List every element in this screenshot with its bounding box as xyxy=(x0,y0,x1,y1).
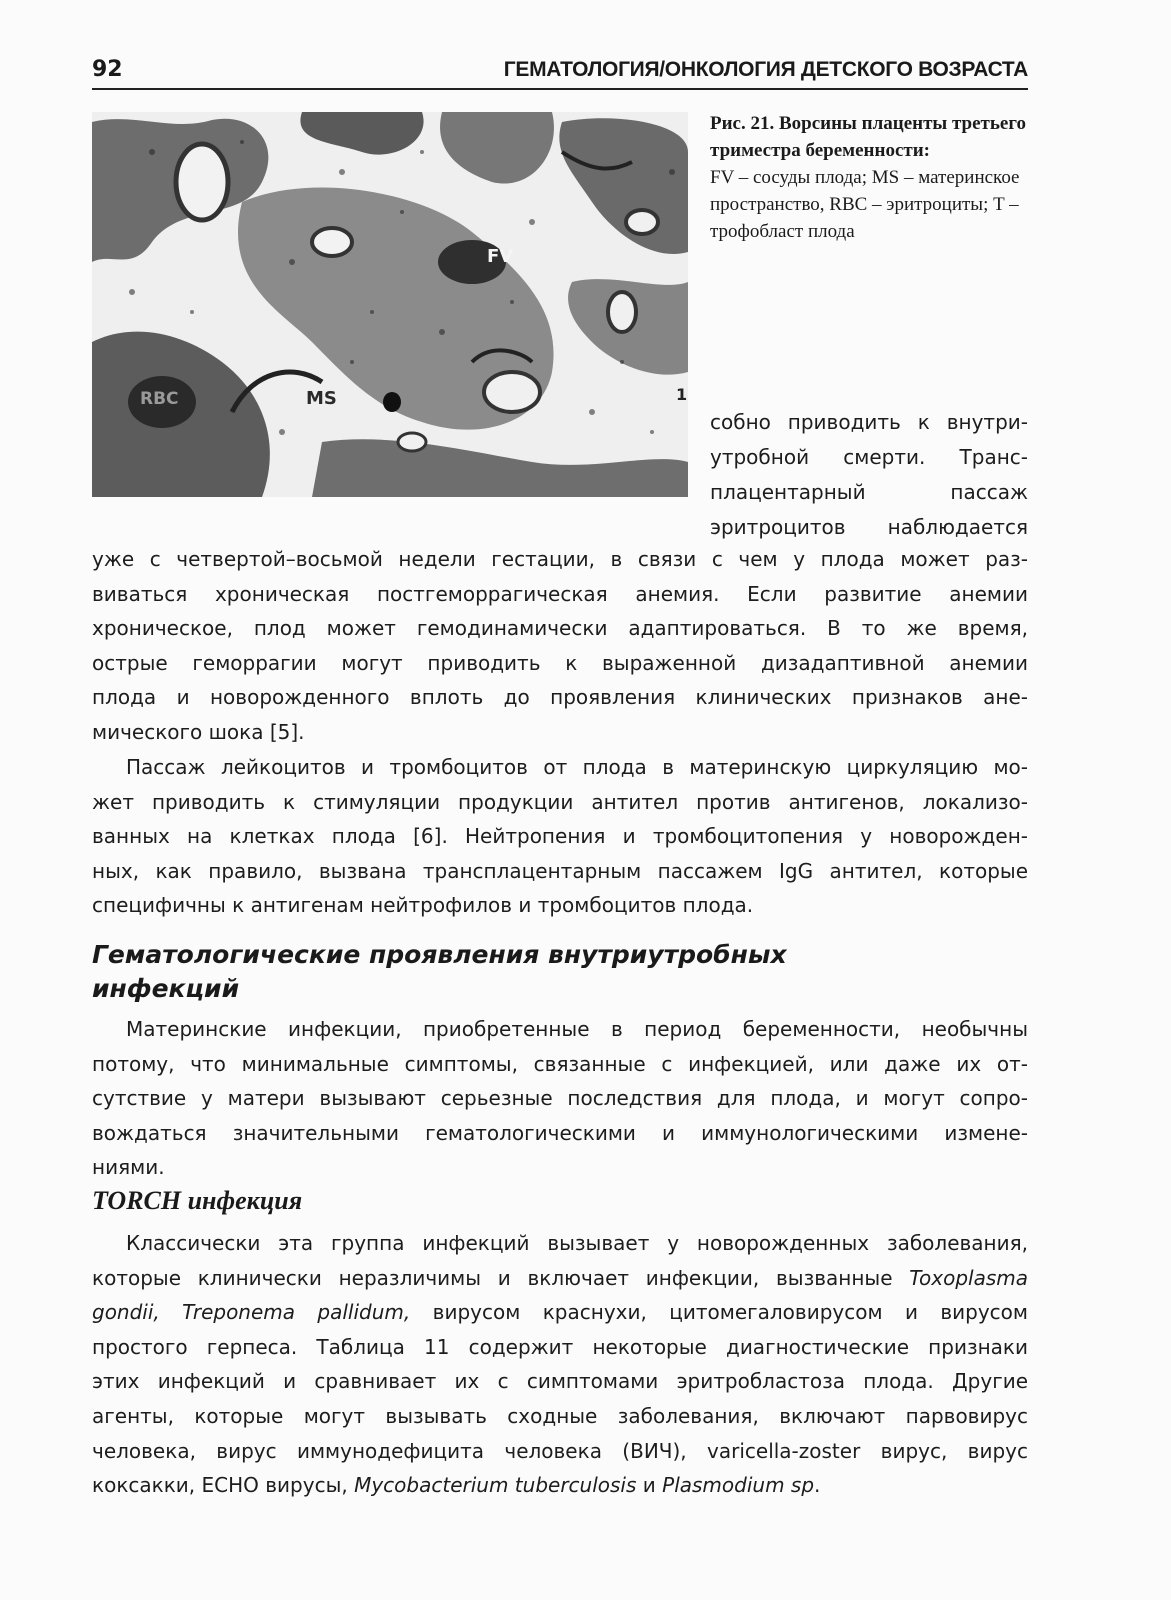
species-name: Toxoplasma xyxy=(909,1265,1028,1290)
subsection-heading: TORCH инфекция xyxy=(92,1186,303,1215)
text-line: виваться хроническая постгеморрагическая анемия. Если развитие анемии xyxy=(92,581,1028,606)
text-segment: вирусом краснухи, цитомегаловирусом и вирусом xyxy=(410,1300,1028,1325)
placenta-micrograph xyxy=(92,112,688,497)
caption-text: FV – сосуды плода; MS – материнское пространство, RBC – эритроциты; T – трофобласт плода xyxy=(710,167,1020,242)
text-line: вождаться значительными гематологическими и иммунологическими измене- xyxy=(92,1120,1028,1145)
text-line: эритроцитов наблюдается xyxy=(710,515,1028,539)
wrap-text-block xyxy=(710,405,1028,545)
paragraph-1 xyxy=(92,542,1028,750)
micrograph-image xyxy=(92,112,688,497)
text-line: сутствие у матери вызывают серьезные последствия для плода, и могут сопро- xyxy=(92,1086,1028,1111)
paragraph-3 xyxy=(92,1012,1028,1185)
species-name: gondii, Treponema pallidum, xyxy=(92,1300,411,1325)
text-line xyxy=(92,1261,1028,1296)
running-head: ГЕМАТОЛОГИЯ/ОНКОЛОГИЯ ДЕТСКОГО ВОЗРАСТА xyxy=(503,58,1028,81)
section-heading-line: Гематологические проявления внутриутробных xyxy=(92,940,787,969)
text-line: хроническое, плод может гемодинамически адаптироваться. В то же время, xyxy=(92,616,1028,641)
paragraph-4 xyxy=(92,1226,1028,1503)
text-line: этих инфекций и сравнивает их с симптомами эритробластоза плода. Другие xyxy=(92,1369,1028,1394)
text-line: Пассаж лейкоцитов и тромбоцитов от плода в материнскую циркуляцию мо- xyxy=(126,755,1028,779)
text-line: собно приводить к внутри- xyxy=(710,410,1028,434)
species-name: Mycobacterium tuberculosis xyxy=(354,1473,637,1498)
text-line: жет приводить к стимуляции продукции антител против антигенов, локализо- xyxy=(92,789,1028,814)
page-number: 92 xyxy=(92,57,123,82)
text-line: ванных на клетках плода [6]. Нейтропения и тромбоцитопения у новорожден- xyxy=(92,824,1028,849)
label-fv: FV xyxy=(487,246,514,267)
text-segment: которые клинически неразличимы и включает инфекции, вызванные xyxy=(92,1265,910,1290)
paragraph-2 xyxy=(92,750,1028,923)
text-segment: коксакки, ECHO вирусы, xyxy=(92,1473,355,1498)
text-line: плода и новорожденного вплоть до проявления клинических признаков ане- xyxy=(92,685,1028,710)
text-line: Материнские инфекции, приобретенные в период беременности, необычны xyxy=(126,1017,1028,1041)
text-line: человека, вирус иммунодефицита человека (ВИЧ), varicella-zoster вирус, вирус xyxy=(92,1438,1028,1463)
text-line: потому, что минимальные симптомы, связанные с инфекцией, или даже их от- xyxy=(92,1051,1028,1076)
text-line: ных, как правило, вызвана трансплацентарным пассажем IgG антител, которые xyxy=(92,858,1028,883)
label-t: 1 xyxy=(676,385,688,404)
text-line: утробной смерти. Транс- xyxy=(710,445,1028,469)
text-segment: . xyxy=(814,1473,821,1498)
text-line xyxy=(92,1295,1028,1330)
text-line: агенты, которые могут вызывать сходные заболевания, включают парвовирус xyxy=(92,1403,1028,1428)
text-line: Классически эта группа инфекций вызывает у новорожденных заболевания, xyxy=(126,1231,1028,1255)
label-ms: MS xyxy=(306,388,337,409)
text-segment: и xyxy=(636,1473,663,1498)
text-line: острые геморрагии могут приводить к выраженной дизадаптивной анемии xyxy=(92,650,1028,675)
caption-title: Рис. 21. Ворсины плаценты третьего триместра беременности: xyxy=(710,113,1027,161)
text-line: специфичны к антигенам нейтрофилов и тромбоцитов плода. xyxy=(92,893,754,918)
text-line: уже с четвертой–восьмой недели гестации, в связи с чем у плода может раз- xyxy=(92,547,1028,571)
figure-caption xyxy=(710,110,1028,245)
section-heading xyxy=(92,938,992,1006)
text-line xyxy=(92,1468,1028,1503)
species-name: Plasmodium sp xyxy=(662,1473,815,1498)
page-header xyxy=(92,52,1028,90)
text-line: плацентарный пассаж xyxy=(710,480,1028,504)
label-rbc: RBC xyxy=(140,389,179,409)
text-line: мического шока [5]. xyxy=(92,719,305,744)
section-heading-line: инфекций xyxy=(92,974,240,1003)
text-line: ниями. xyxy=(92,1155,165,1180)
text-line: простого герпеса. Таблица 11 содержит некоторые диагностические признаки xyxy=(92,1334,1028,1359)
